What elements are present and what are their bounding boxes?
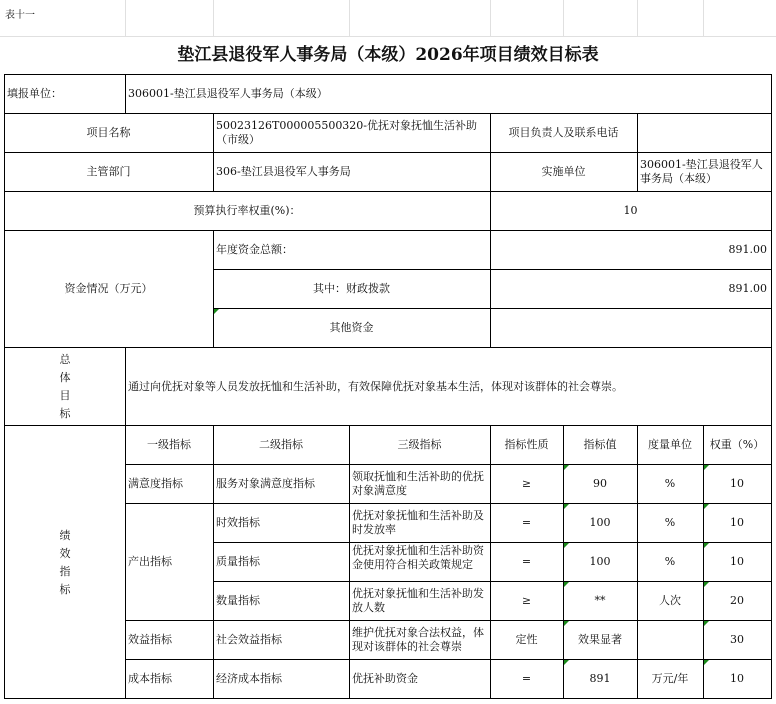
cell-marker [704,543,709,548]
header-nature: 指标性质 [504,438,549,451]
gridline [490,0,491,36]
funds-fiscal-value: 891.00 [728,282,767,295]
indicators-label: 绩效指标 [59,528,71,596]
table-cell-unit: % [664,555,676,568]
sheet-tag: 表十一 [5,10,35,21]
gridline [703,0,704,36]
funds-fiscal-label: 其中：财政拨款 [313,282,390,295]
table-cell-weight: 10 [730,477,744,490]
header-value: 指标值 [583,438,617,451]
project-name-label: 项目名称 [86,126,131,139]
table-cell-l2: 服务对象满意度指标 [216,477,315,490]
table-cell-value: ** [594,594,606,607]
dept-value: 306-垫江县退役军人事务局 [216,165,351,178]
table-cell-unit: 人次 [659,594,681,607]
cell-marker [564,621,569,626]
project-owner-value [637,114,771,152]
table-cell-weight: 10 [730,516,744,529]
overall-goal-label: 总体目标 [59,352,71,420]
reporting-unit-label: 填报单位： [7,87,62,100]
gridline [125,0,126,36]
cell-marker [704,621,709,626]
gridline [213,0,214,36]
dept-label: 主管部门 [86,165,131,178]
budget-weight-value: 10 [623,204,638,217]
table-cell-value: 90 [593,477,607,490]
gridline [637,0,638,36]
table-cell-l2: 质量指标 [216,555,260,568]
table-cell-nature: ≥ [521,594,532,607]
cell-marker [704,465,709,470]
table-cell-l1: 满意度指标 [128,477,183,490]
header-l2: 二级指标 [259,438,303,451]
cell-marker [704,660,709,665]
table-cell-l1: 产出指标 [128,555,172,568]
cell-marker [214,309,219,314]
table-cell-value: 100 [589,555,611,568]
project-owner-label: 项目负责人及联系电话 [508,126,619,139]
funds-label: 资金情况（万元） [64,282,153,295]
impl-unit-value: 306001-垫江县退役军人事务局（本级） [640,158,763,185]
cell-marker [564,543,569,548]
funds-other-label: 其他资金 [329,321,374,334]
table-cell-nature: = [521,555,532,568]
table-cell-l2: 经济成本指标 [216,672,282,685]
table-cell-weight: 20 [730,594,744,607]
cell-marker [564,582,569,587]
budget-weight-label: 预算执行率权重(%)： [193,204,301,217]
table-cell-unit: % [664,477,676,490]
reporting-unit-value: 306001-垫江县退役军人事务局（本级） [128,87,328,100]
table-cell-l1: 效益指标 [128,633,172,646]
table-cell-value: 效果显著 [578,633,622,646]
table-cell-weight: 10 [730,555,744,568]
header-unit: 度量单位 [648,438,692,451]
table-cell-l3: 领取抚恤和生活补助的优抚对象满意度 [352,470,484,497]
table-cell-l2: 时效指标 [216,516,260,529]
cell-marker [564,465,569,470]
impl-unit-label: 实施单位 [541,165,586,178]
header-l3: 三级指标 [397,438,442,451]
table-cell-value: 891 [589,672,611,685]
table-cell-nature: = [521,516,532,529]
funds-total-value: 891.00 [728,243,767,256]
gridline [349,0,350,36]
table-cell-nature: = [521,672,532,685]
funds-total-label: 年度资金总额： [216,243,293,256]
project-name-value: 50023126T000005500320-优抚对象抚恤生活补助（市级） [216,119,478,146]
cell-marker [564,660,569,665]
cell-marker [704,582,709,587]
cell-marker [704,504,709,509]
table-cell-nature: 定性 [515,633,538,646]
table-cell-l1: 成本指标 [128,672,172,685]
table-cell-l3: 优抚补助资金 [352,672,418,685]
overall-goal-value: 通过向优抚对象等人员发放抚恤和生活补助，有效保障优抚对象基本生活，体现对该群体的社会尊崇。 [128,379,623,393]
table-cell-l2: 数量指标 [216,594,260,607]
table-cell-unit [637,621,703,659]
table-cell-l3: 优抚对象抚恤和生活补助及时发放率 [352,509,484,536]
table-cell-nature: ≥ [521,477,532,490]
header-weight: 权重（%） [709,438,765,451]
table-cell-l3: 优抚对象抚恤和生活补助资金使用符合相关政策规定 [352,544,484,571]
gridline [563,0,564,36]
table-cell-l2: 社会效益指标 [216,633,282,646]
cell-marker [564,504,569,509]
funds-other-value [490,309,771,347]
header-l1: 一级指标 [147,438,191,451]
table-cell-unit: 万元/年 [651,672,689,685]
table-cell-l3: 维护优抚对象合法权益，体现对该群体的社会尊崇 [352,626,484,653]
table-cell-weight: 10 [730,672,744,685]
page-title: 垫江县退役军人事务局（本级）2026年项目绩效目标表 [177,45,599,65]
table-cell-l3: 优抚对象抚恤和生活补助发放人数 [352,587,484,614]
table-cell-value: 100 [589,516,611,529]
table-cell-weight: 30 [730,633,744,646]
table-cell-unit: % [664,516,676,529]
